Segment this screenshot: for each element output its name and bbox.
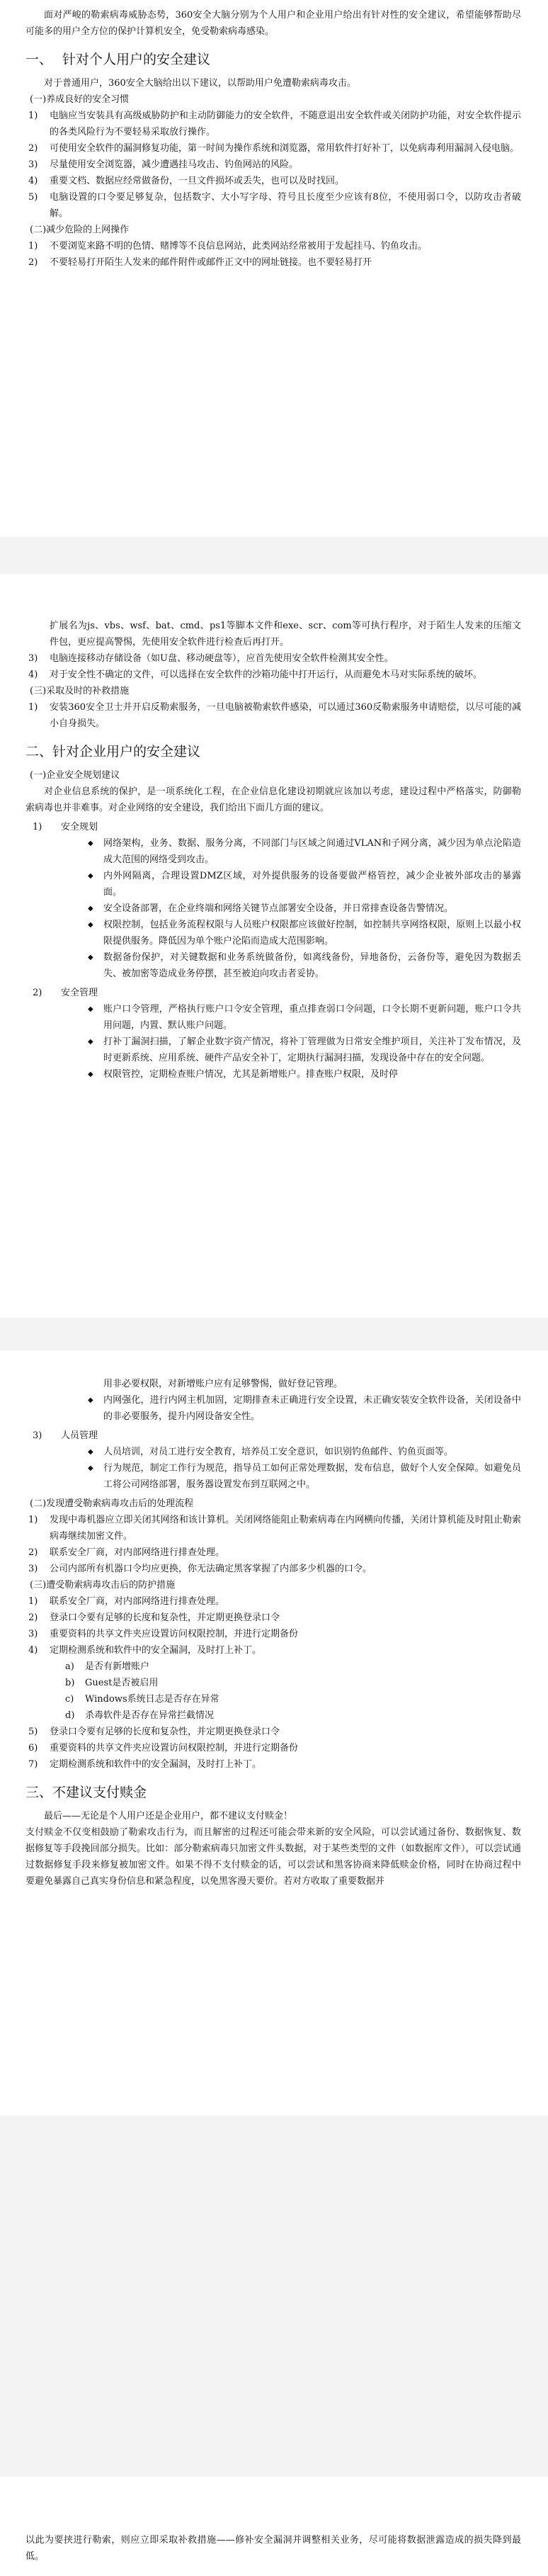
list-number: 7) — [28, 1759, 38, 1770]
list-item — [25, 108, 521, 140]
list-number: 5) — [28, 1727, 38, 1737]
bullet-item — [25, 949, 521, 982]
bullet-icon: ◆ — [88, 1448, 93, 1456]
subsection-title: (三)采取及时的补救措施 — [30, 686, 130, 696]
bullet-item — [25, 900, 521, 917]
section-intro: 对于普通用户，360安全大脑给出以下建议，以帮助用户免遭勒索病毒攻击。 — [44, 78, 356, 89]
list-item — [25, 1512, 521, 1544]
bullet-item — [25, 1034, 521, 1066]
list-number: 6) — [28, 1743, 38, 1753]
list-number: 4) — [28, 670, 38, 680]
list-item — [25, 1561, 521, 1577]
subsection-title: (一)企业安全规划建议 — [30, 770, 120, 781]
list-heading: 3) 人员管理 — [33, 1430, 98, 1441]
ransom-paragraph-1: 最后——无论是个人用户还是企业用户，都不建议支付赎金！ — [44, 1811, 293, 1821]
list-item — [25, 1675, 521, 1691]
list-text: 定期检测系统和软件中的安全漏洞，及时打上补丁。 — [50, 1645, 262, 1656]
list-number: 1) — [28, 111, 38, 121]
list-number: 1) — [28, 241, 38, 252]
bullet-text: 行为规范，制定工作行为规范，指导员工如何正常处理数据，发布信息，做好个人安全保障。如避免员工将公司网络部署，服务器设置发布到互联网之中。 — [103, 1463, 521, 1490]
list-text: 是否有新增账户 — [85, 1661, 150, 1672]
bullet-text: 人员培训，对员工进行安全教育，培养员工安全意识，如识别钓鱼邮件、钓鱼页面等。 — [103, 1447, 454, 1457]
list-text: 登录口令要有足够的长度和复杂性，并定期更换登录口令 — [50, 1612, 280, 1623]
bullet-icon: ◆ — [88, 921, 93, 929]
bullet-icon: ◆ — [88, 1005, 93, 1013]
bullet-text: 权限管控，定期检查账户情况，尤其是新增账户。排查账户权限，及时停 — [103, 1069, 399, 1080]
list-number: a) — [65, 1661, 74, 1672]
list-text: 重要文档、数据应经常做备份，一旦文件损坏或丢失，也可以及时找回。 — [50, 176, 345, 186]
list-text: 安装360安全卫士并开启反勒索服务，一旦电脑被勒索软件感染，可以通过360反勒索服务申请赔偿，以尽可能的减小自身损失。 — [50, 702, 521, 729]
list-number: 2) — [28, 1612, 38, 1623]
list-number: c) — [65, 1694, 74, 1705]
list-text: 尽量使用安全浏览器，减少遭遇挂马攻击、钓鱼网站的风险。 — [50, 159, 299, 170]
list-number: 3) — [28, 653, 38, 664]
bullet-item — [25, 1001, 521, 1034]
bullet-text: 安全设备部署，在企业终端和网络关键节点部署安全设备，并日常排查设备告警情况。 — [103, 903, 454, 914]
bullet-icon: ◆ — [88, 840, 93, 847]
subsection-title: (二)减少危险的上网操作 — [30, 225, 130, 235]
list-item — [25, 1544, 521, 1561]
bullet-item — [25, 1392, 521, 1425]
list-item — [25, 254, 521, 271]
list-number: 2) — [28, 1547, 38, 1558]
bullet-item — [25, 868, 521, 900]
list-item — [25, 1659, 521, 1675]
list-number: 2) — [28, 143, 38, 154]
list-text: 电脑连接移动存储设备（如U盘、移动硬盘等），应首先使用安全软件检测其安全性。 — [50, 653, 394, 664]
list-item — [25, 650, 521, 667]
list-text: 重要资料的共享文件夹应设置访问权限控制，并进行定期备份 — [50, 1629, 299, 1639]
bullet-text: 数据备份保护，对关键数据和业务系统做备份，如离线备份，异地备份，云备份等，避免因为数据丢失、被加密等造成业务停摆，甚至被迫向攻击者妥协。 — [103, 952, 521, 979]
list-text: 联系安全厂商，对内部网络进行排查处理。 — [50, 1596, 225, 1607]
list-number: 3) — [28, 159, 38, 170]
list-item — [25, 1707, 521, 1724]
document-page-4 — [0, 2477, 548, 2576]
bullet-item — [25, 1066, 521, 1083]
bullet-icon: ◆ — [88, 905, 93, 913]
list-item — [25, 1756, 521, 1773]
list-item — [25, 140, 521, 157]
list-text: Guest是否被启用 — [85, 1678, 159, 1688]
list-item: 扩展名为js、vbs、wsf、bat、cmd、ps1等脚本文件和exe、scr、com等可执行程序，对于陌生人发来的压缩文件包，更应提高警惕，先使用安全软件进行检查后再打开。 — [50, 621, 521, 648]
document-page-2 — [0, 574, 548, 1318]
list-item — [25, 157, 521, 173]
list-text: 公司内部所有机器口令均应更换，你无法确定黑客掌握了内部多少机器的口令。 — [50, 1564, 372, 1574]
section-heading-enterprise: 二、针对企业用户的安全建议 — [25, 744, 201, 759]
section-heading-personal: 一、 针对个人用户的安全建议 — [25, 52, 211, 67]
bullet-item — [25, 835, 521, 868]
list-text: 杀毒软件是否存在异常拦截情况 — [85, 1710, 215, 1721]
list-text: 不要轻易打开陌生人发来的邮件附件或邮件正文中的网址链接。也不要轻易打开 — [50, 257, 372, 268]
list-text: 可使用安全软件的漏洞修复功能，第一时间为操作系统和浏览器，常用软件打好补丁，以免病毒利用漏洞入侵电脑。 — [50, 143, 520, 154]
list-text: 电脑设置的口令要足够复杂，包括数字、大小写字母、符号且长度至少应该有8位，不使用弱口令，以防攻击者破解。 — [50, 192, 521, 219]
bullet-icon: ◆ — [88, 872, 93, 880]
page-gap — [0, 1318, 548, 1350]
list-number: 3) — [28, 1564, 38, 1574]
document-page-3 — [0, 1350, 548, 2115]
list-item — [25, 699, 521, 732]
bullet-text: 账户口令管理，严格执行账户口令安全管理，重点排查弱口令问题，口令长期不更新问题，账户口令共用问题，内置、默认账户问题。 — [103, 1004, 521, 1031]
list-text: 定期检测系统和软件中的安全漏洞，及时打上补丁。 — [50, 1759, 262, 1770]
list-number: d) — [65, 1710, 75, 1721]
ransom-paragraph-2: 支付赎金不仅变相鼓励了勒索攻击行为，而且解密的过程还可能会带来新的安全风险，可以尝试通过备份、数据恢复、数据修复等手段挽回部分损失。比如：部分勒索病毒只加密文件头数据，对于某些类型的文件（如数据库文件），可以尝试通过数据修复手段来修复被加密文件。如果不得不支付赎金的话，可以尝试和黑客协商来降低赎金价格，同时在协商过程中要避免暴露自己真实身份信息和紧急程度，以免黑客漫天要价。若对方收取了重要数据并 — [25, 1827, 521, 1887]
list-text: Windows系统日志是否存在异常 — [85, 1694, 219, 1705]
bullet-item — [25, 917, 521, 949]
bullet-text: 内网强化，进行内网主机加固，定期排查未正确进行安全设置，未正确安装安全软件设备，关闭设备中的非必要服务，提升内网设备安全性。 — [103, 1395, 521, 1422]
page-gap — [0, 2115, 548, 2477]
bullet-text: 打补丁漏洞扫描，了解企业数字资产情况，将补丁管理做为日常安全维护项目，关注补丁发布情况，及时更新系统、应用系统、硬件产品安全补丁，定期执行漏洞扫描，发现设备中存在的安全问题。 — [103, 1036, 521, 1063]
intro-paragraph: 面对严峻的勒索病毒威胁态势，360安全大脑分别为个人用户和企业用户给出有针对性的安全建议，希望能够帮助尽可能多的用户全方位的保护计算机安全，免受勒索病毒感染。 — [25, 10, 521, 37]
list-heading: 1) 安全规划 — [33, 822, 98, 832]
list-number: b) — [65, 1678, 75, 1688]
bullet-item — [25, 1460, 521, 1493]
bullet-icon: ◆ — [88, 1464, 93, 1472]
subsection-title: (二)发现遭受勒索病毒攻击后的处理流程 — [30, 1498, 194, 1509]
list-number: 1) — [28, 1596, 38, 1607]
bullet-text: 权限控制，包括业务流程权限与人员账户权限都应该做好控制，如控制共享网络权限，原则上以最小权限提供服务。降低因为单个账户沦陷而造成大范围影响。 — [103, 920, 521, 947]
list-text: 联系安全厂商，对内部网络进行排查处理。 — [50, 1547, 225, 1558]
list-number: 3) — [28, 1629, 38, 1639]
list-item — [25, 189, 521, 222]
bullet-icon: ◆ — [88, 954, 93, 961]
list-number: 4) — [28, 176, 38, 186]
list-number: 4) — [28, 1645, 38, 1656]
subsection-title: (一)养成良好的安全习惯 — [30, 94, 130, 105]
list-item — [25, 1626, 521, 1642]
list-text: 重要资料的共享文件夹应设置访问权限控制，并进行定期备份 — [50, 1743, 299, 1753]
document-page-1 — [0, 0, 548, 537]
list-item — [25, 1593, 521, 1610]
ransom-paragraph-cont: 以此为要挟进行勒索，则应立即采取补救措施——修补安全漏洞并调整相关业务，尽可能将数据泄露造成的损失降到最低。 — [25, 2535, 521, 2562]
list-item — [25, 667, 521, 683]
list-item — [25, 238, 521, 254]
enterprise-intro: 对企业信息系统的保护，是一项系统化工程，在企业信息化建设初期就应该加以考虑，建设过程中严格落实，防御勒索病毒也并非难事。对企业网络的安全建设，我们给出下面几方面的建议。 — [25, 786, 521, 813]
bullet-text: 网络架构，业务、数据、服务分离，不同部门与区域之间通过VLAN和子网分离，减少因为单点沦陷造成大范围的网络受到攻击。 — [103, 838, 521, 865]
list-item — [25, 1691, 521, 1707]
page-gap — [0, 537, 548, 574]
list-item — [25, 173, 521, 189]
list-item — [25, 1642, 521, 1659]
list-item — [25, 1724, 521, 1740]
bullet-icon: ◆ — [88, 1396, 93, 1404]
list-text: 电脑应当安装具有高级威胁防护和主动防御能力的安全软件，不随意退出安全软件或关闭防护功能，对安全软件提示的各类风险行为不要轻易采取放行操作。 — [50, 111, 521, 137]
list-text: 登录口令要有足够的长度和复杂性，并定期更换登录口令 — [50, 1727, 280, 1737]
bullet-item — [25, 1444, 521, 1460]
bullet-icon: ◆ — [88, 1070, 93, 1078]
list-item — [25, 1610, 521, 1626]
list-text: 发现中毒机器应立即关闭其网络和该计算机。关闭网络能阻止勒索病毒在内网横向传播，关闭计算机能及时阻止勒索病毒继续加密文件。 — [50, 1515, 521, 1542]
bullet-text: 内外网隔离，合理设置DMZ区域，对外提供服务的设备要做严格管控，减少企业被外部攻击的暴露面。 — [103, 871, 521, 898]
list-text: 对于安全性不确定的文件，可以选择在安全软件的沙箱功能中打开运行，从而避免木马对实际系统的破坏。 — [50, 670, 483, 680]
list-number: 1) — [28, 702, 38, 713]
list-number: 1) — [28, 1515, 38, 1525]
list-number: 2) — [28, 257, 38, 268]
bullet-icon: ◆ — [88, 1038, 93, 1046]
section-heading-ransom: 三、不建议支付赎金 — [25, 1785, 147, 1800]
list-heading: 2) 安全管理 — [33, 988, 98, 998]
list-text: 不要浏览来路不明的色情、赌博等不良信息网站，此类网站经常被用于发起挂马、钓鱼攻击。 — [50, 241, 428, 252]
list-item — [25, 1740, 521, 1756]
list-number: 5) — [28, 192, 38, 203]
bullet-item: 用非必要权限，对新增账户应有足够警惕，做好登记管理。 — [103, 1379, 343, 1389]
subsection-title: (三)遭受勒索病毒攻击后的防护措施 — [30, 1580, 176, 1591]
